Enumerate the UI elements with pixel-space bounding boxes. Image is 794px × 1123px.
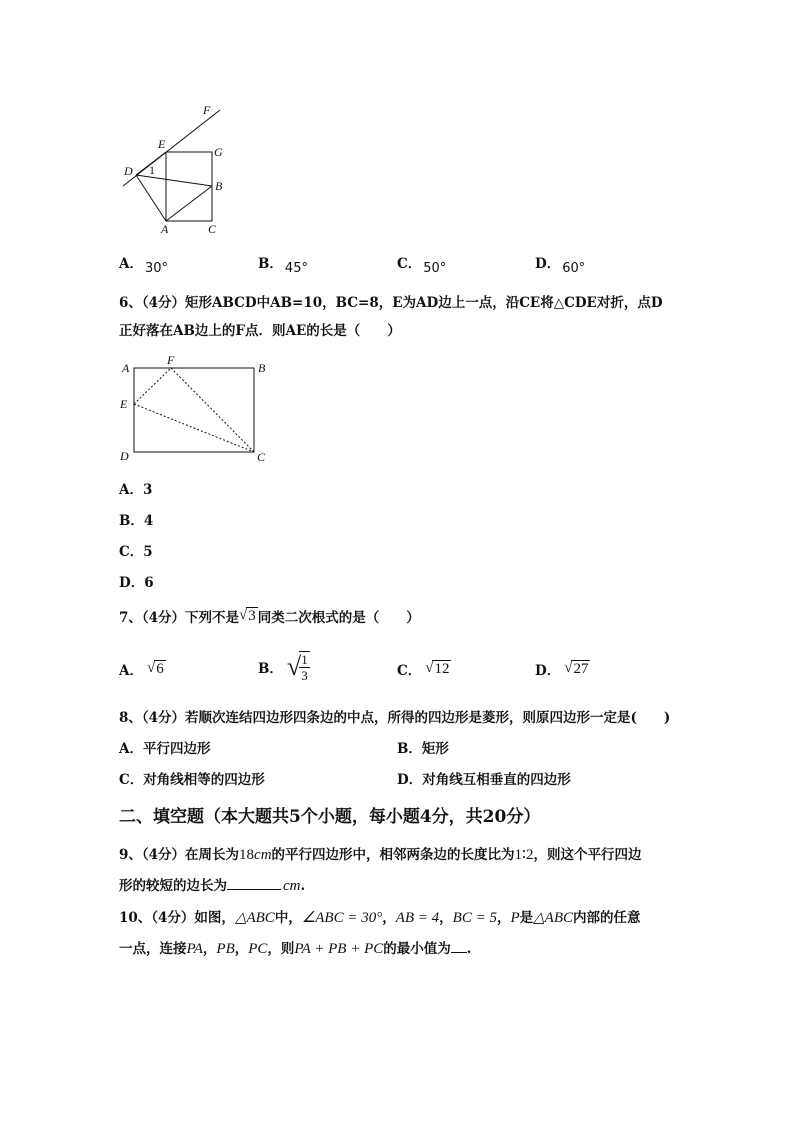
- line-fc: [171, 368, 254, 452]
- q6-option-d[interactable]: D．6: [119, 575, 154, 591]
- q5-option-b[interactable]: B． $_{45^\circ}$: [258, 256, 308, 276]
- sqrt-3: √ 3: [239, 607, 256, 624]
- q6-option-c[interactable]: C．5: [119, 544, 153, 560]
- label-D: D: [124, 164, 133, 178]
- rect-egca: [166, 152, 212, 221]
- q7-option-c[interactable]: C． √ 12: [397, 660, 450, 679]
- q7-option-a[interactable]: A． √ 6: [119, 660, 164, 679]
- q5-figure: [118, 100, 238, 240]
- q10-line2: 一点，连接PA，PB，PC，则PA + PB + PC的最小值为 .: [119, 941, 472, 957]
- q6-stem-line1: 6、（4分）矩形ABCD中AB=10，BC=8，E为AD边上一点，沿CE将△CDE对折，点D: [119, 295, 663, 311]
- q5-option-a[interactable]: A． $_{30^\circ}$: [119, 256, 169, 276]
- q10-answer-blank[interactable]: [451, 940, 467, 953]
- line-da: [136, 175, 166, 221]
- label-A: A: [161, 222, 169, 236]
- q9-answer-blank[interactable]: [227, 877, 281, 890]
- line-ec: [134, 404, 254, 452]
- label-angle-1: 1: [149, 163, 155, 177]
- label-C: C: [257, 450, 266, 464]
- q6-option-b[interactable]: B．4: [119, 513, 154, 529]
- label-B: B: [258, 361, 266, 375]
- line-ef: [134, 368, 171, 404]
- q8-option-d[interactable]: D．对角线互相垂直的四边形: [397, 772, 571, 788]
- label-D: D: [120, 449, 129, 463]
- label-G: G: [214, 145, 223, 159]
- section-heading-fill-in: 二、填空题（本大题共5个小题，每小题4分，共20分）: [119, 807, 541, 827]
- q6-option-a[interactable]: A．3: [119, 482, 153, 498]
- q5-option-d[interactable]: D． $_{60^\circ}$: [535, 256, 586, 276]
- q8-option-b[interactable]: B．矩形: [397, 741, 449, 757]
- rect-abcd: [134, 368, 254, 452]
- q7-stem: 7、（4分）下列不是 √ 3 同类二次根式的是（ ）: [119, 607, 420, 626]
- q10-line1: 10、（4分）如图，△ABC中，∠ABC = 30°，AB = 4，BC = 5，P是△ABC内部的任意: [119, 910, 641, 926]
- q9-line1: 9、（4分）在周长为18cm的平行四边形中，相邻两条边的长度比为1∶2，则这个平行四边: [119, 847, 642, 863]
- q7-option-b[interactable]: B． √ $\frac{1}{3}$: [258, 652, 308, 683]
- fraction-1-3: $\frac{1}{3}$: [301, 652, 308, 683]
- label-B: B: [215, 179, 223, 193]
- line-db: [136, 175, 212, 186]
- label-A: A: [122, 361, 130, 375]
- q6-stem-line2: 正好落在AB边上的F点．则AE的长是（ ）: [119, 323, 401, 339]
- label-F: F: [203, 103, 211, 117]
- q7-option-d[interactable]: D． √ 27: [535, 660, 589, 679]
- label-F: F: [167, 353, 175, 367]
- line-ab: [166, 186, 212, 221]
- label-C: C: [208, 222, 217, 236]
- q9-line2: 形的较短的边长为 cm.: [119, 878, 306, 894]
- q8-option-c[interactable]: C．对角线相等的四边形: [119, 772, 265, 788]
- label-E: E: [120, 397, 128, 411]
- line-df: [123, 110, 220, 186]
- q6-figure: [114, 352, 274, 467]
- q8-option-a[interactable]: A．平行四边形: [119, 741, 211, 757]
- label-E: E: [158, 137, 166, 151]
- q8-stem: 8、（4分）若顺次连结四边形四条边的中点，所得的四边形是菱形，则原四边形一定是( ): [119, 710, 671, 726]
- q5-option-c[interactable]: C． $_{50^\circ}$: [397, 256, 447, 276]
